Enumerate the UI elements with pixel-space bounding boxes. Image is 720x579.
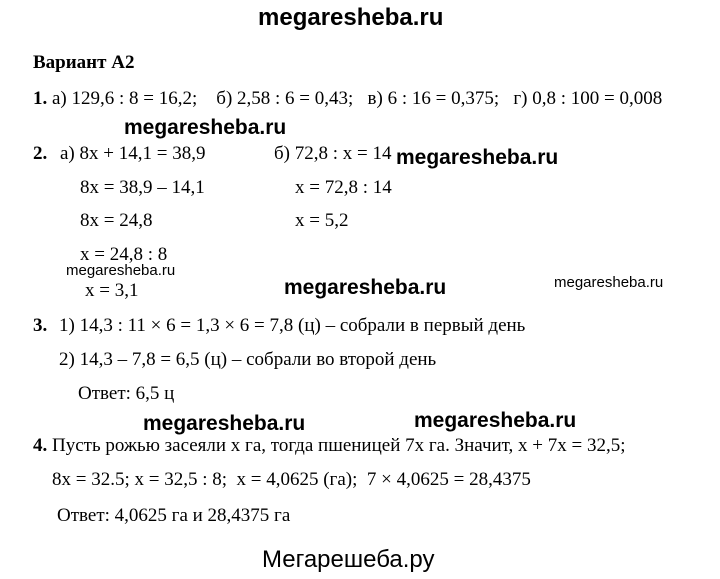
task-2b-line-2: х = 72,8 : 14 [295,177,392,198]
task-2a-line-1: а) 8х + 14,1 = 38,9 [60,143,206,164]
task-3-number: 3. [33,315,48,336]
watermark: megaresheba.ru [414,409,577,432]
watermark: megaresheba.ru [66,262,176,279]
task-2a-line-2: 8х = 38,9 – 14,1 [80,177,205,198]
task-4-line-2: 8х = 32.5; х = 32,5 : 8; х = 4,0625 (га); 7 × 4,0625 = 28,4375 [52,469,531,490]
task-3-line-2: 2) 14,3 – 7,8 = 6,5 (ц) – собрали во второй день [59,349,437,370]
watermark: megaresheba.ru [396,146,559,169]
watermark: megaresheba.ru [554,274,664,291]
task-4-line-1: Пусть рожью засеяли х га, тогда пшеницей 7х га. Значит, х + 7х = 32,5; [52,435,626,456]
task-1-number: 1. [33,88,48,109]
page-title: Вариант А2 [33,52,135,73]
task-2-number: 2. [33,143,48,164]
task-2b-line-3: х = 5,2 [295,210,349,231]
task-3-line-1: 1) 14,3 : 11 × 6 = 1,3 × 6 = 7,8 (ц) – собрали в первый день [59,315,526,336]
watermark: megaresheba.ru [284,276,447,299]
footer-watermark: Мегарешеба.ру [262,546,435,573]
watermark: megaresheba.ru [143,412,306,435]
task-2a-line-4: х = 24,8 : 8 [80,244,168,265]
task-1-text: а) 129,6 : 8 = 16,2; б) 2,58 : 6 = 0,43; в) 6 : 16 = 0,375; г) 0,8 : 100 = 0,008 [52,88,663,109]
header-watermark: megaresheba.ru [258,4,444,31]
task-3-answer: Ответ: 6,5 ц [78,383,175,404]
task-4-answer: Ответ: 4,0625 га и 28,4375 га [57,505,291,526]
task-2a-line-3: 8х = 24,8 [80,210,153,231]
watermark: megaresheba.ru [124,116,287,139]
task-2a-line-5: х = 3,1 [85,280,139,301]
task-2b-line-1: б) 72,8 : х = 14 [274,143,392,164]
task-4-number: 4. [33,435,48,456]
